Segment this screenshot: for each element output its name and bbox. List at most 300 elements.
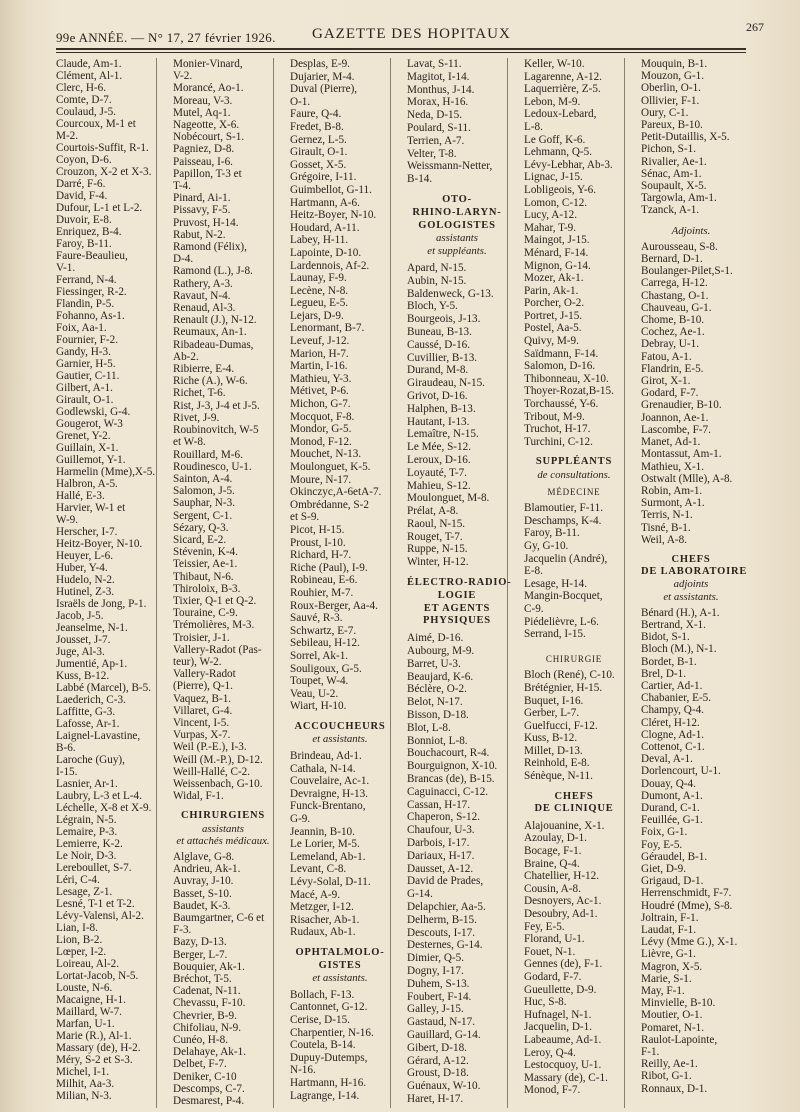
- list-item: Bertrand, X-1.: [641, 618, 706, 631]
- list-item: (Pierre), Q-1.: [173, 680, 233, 693]
- list-item: Petit-Dutaillis, X-5.: [641, 131, 730, 144]
- list-item: Maingot, J-15.: [524, 234, 590, 247]
- list-item: Mahar, T-9.: [524, 221, 577, 234]
- list-item: Gérard, A-12.: [407, 1054, 469, 1067]
- list-item: Joannon, Ae-1.: [641, 411, 709, 424]
- list-item: Ab-2.: [173, 350, 199, 363]
- list-item: Bidot, S-1.: [641, 631, 690, 644]
- list-item: Vallery-Radot: [173, 668, 236, 681]
- list-item: Florand, U-1.: [524, 933, 585, 946]
- list-item: Robin, Am-1.: [641, 484, 703, 497]
- list-item: Deval, A-1.: [641, 753, 693, 766]
- issue-info: 99e ANNÉE. — N° 17, 27 février 1926.: [56, 30, 276, 45]
- list-item: Fournier, F-2.: [56, 334, 119, 346]
- list-item: Tribout, M-9.: [524, 410, 585, 423]
- list-item: Delbet, F-7.: [173, 1058, 227, 1071]
- list-item: Tisné, B-1.: [641, 521, 691, 534]
- list-item: G-9.: [290, 813, 311, 826]
- header-rule: [56, 48, 746, 50]
- list-item: Ramond (Félix),: [173, 241, 247, 254]
- list-item: Rouget, T-7.: [407, 530, 463, 543]
- list-item: Mouchet, N-13.: [290, 448, 362, 461]
- list-item: Cottenot, C-1.: [641, 740, 705, 753]
- list-item: Laignel-Lavastine,: [56, 730, 141, 742]
- list-item: Andrieu, Ak-1.: [173, 863, 241, 876]
- list-item: Ollivier, F-1.: [641, 94, 700, 107]
- list-item: Rouhier, M-7.: [290, 586, 354, 599]
- column-2: [173, 58, 274, 1108]
- list-item: Nobécourt, S-1.: [173, 131, 245, 144]
- list-item: Mathieu, X-1.: [641, 460, 705, 473]
- list-item: Grigaud, D-1.: [641, 875, 704, 888]
- list-item: Hartmann, A-6.: [290, 196, 360, 209]
- list-item: Desnoyers, Ac-1.: [524, 895, 602, 908]
- list-item: Mondor, G-5.: [290, 423, 352, 436]
- section-gap: [524, 641, 624, 649]
- list-item: Pagniez, D-8.: [173, 143, 235, 156]
- list-item: Richet, T-6.: [173, 387, 226, 400]
- list-item: Azoulay, D-1.: [524, 832, 587, 845]
- list-item: Sézary, Q-3.: [173, 521, 229, 534]
- list-item: Baldenweck, G-13.: [407, 287, 494, 300]
- list-item: Mocquot, F-8.: [290, 410, 355, 423]
- list-item: Rivalier, Ae-1.: [641, 155, 707, 168]
- list-item: Debray, U-1.: [641, 338, 699, 351]
- list-item: Blot, L-8.: [407, 721, 451, 734]
- list-item: Laffitte, G-3.: [56, 706, 116, 718]
- list-item: Michon, G-7.: [290, 398, 351, 411]
- list-item: F-1.: [641, 1046, 660, 1059]
- list-item: Boulanger-Pilet,S-1.: [641, 265, 733, 278]
- list-item: Deniker, C-10: [173, 1070, 237, 1083]
- list-item: Reumaux, An-1.: [173, 326, 247, 339]
- list-item: Vallery-Radot (Pas-: [173, 643, 262, 656]
- list-item: Louste, N-6.: [56, 982, 113, 994]
- list-item: Mouquin, B-1.: [641, 58, 708, 70]
- list-item: Belot, N-17.: [407, 696, 463, 709]
- list-item: Labeaume, Ad-1.: [524, 1033, 602, 1046]
- list-item: Claude, Am-1.: [56, 58, 122, 70]
- list-item: Cerise, D-15.: [290, 1013, 350, 1026]
- list-item: Caussé, D-16.: [407, 338, 471, 351]
- list-item: Mignon, G-14.: [524, 259, 591, 272]
- list-item: Couvelaire, Ac-1.: [290, 775, 370, 788]
- list-item: Apard, N-15.: [407, 261, 467, 274]
- list-item: O-1.: [290, 95, 311, 108]
- list-item: Kuss, B-12.: [56, 670, 110, 682]
- columns-area: [56, 58, 756, 1108]
- list-item: Minvielle, B-10.: [641, 997, 716, 1010]
- list-item: Saïdmann, F-14.: [524, 347, 599, 360]
- list-item: Cunéo, H-8.: [173, 1034, 228, 1047]
- list-item: Méry, S-2 et S-3.: [56, 1054, 133, 1066]
- list-item: Jacquelin (André),: [524, 552, 608, 565]
- page-number: 267: [746, 20, 764, 34]
- list-item: Bloch (M.), N-1.: [641, 643, 717, 656]
- list-item: Desternes, G-14.: [407, 939, 483, 952]
- list-item: Bisson, D-18.: [407, 709, 469, 722]
- list-item: E-8.: [524, 565, 543, 578]
- list-item: Fouet, N-1.: [524, 945, 576, 958]
- list-item: Mahieu, S-12.: [407, 479, 471, 492]
- list-item: Rivet, J-9.: [173, 411, 220, 424]
- list-item: Foix, G-1.: [641, 826, 688, 839]
- list-item: Morancé, Ao-1.: [173, 82, 244, 95]
- list-item: Lion, B-2.: [56, 934, 103, 946]
- list-item: Lévy-Lebhar, Ab-3.: [524, 158, 613, 171]
- section-heading: OTO-: [442, 193, 472, 205]
- list-item: Ribadeau-Dumas,: [173, 338, 254, 351]
- list-item: Heitz-Boyer, N-10.: [290, 209, 377, 222]
- list-item: Moulonguet, K-5.: [290, 461, 371, 473]
- list-item: Chabanier, E-5.: [641, 692, 712, 705]
- list-item: Lièvre, G-1.: [641, 948, 696, 961]
- list-item: Bonniot, L-8.: [407, 734, 468, 747]
- list-item: V-2.: [173, 70, 193, 83]
- list-item: Heitz-Boyer, N-10.: [56, 538, 143, 550]
- list-item: Heuyer, L-6.: [56, 550, 114, 562]
- list-item: G-14.: [407, 888, 433, 901]
- list-item: Faure-Beaulieu,: [56, 250, 128, 262]
- list-item: Weil (P.-E.), I-3.: [173, 741, 247, 754]
- list-item: Faure, Q-4.: [290, 108, 342, 121]
- list-item: Piédelièvre, L-6.: [524, 615, 599, 628]
- list-item: Houdard, A-11.: [290, 221, 360, 234]
- list-item: B-14.: [407, 173, 433, 186]
- list-item: Durand, M-8.: [407, 364, 469, 377]
- list-item: Israëls de Jong, P-1.: [56, 598, 147, 610]
- list-item: Aubourg, M-9.: [407, 645, 475, 658]
- section-heading: LOGIE: [437, 589, 477, 601]
- list-item: Cathala, N-14.: [290, 762, 356, 775]
- list-item: Manet, Ad-1.: [641, 436, 701, 449]
- list-item: Moure, N-17.: [290, 473, 352, 486]
- list-item: Launay, F-9.: [290, 272, 347, 285]
- column-4: [407, 58, 512, 1108]
- list-item: Metzger, I-12.: [290, 901, 354, 914]
- list-item: Jacquelin, D-1.: [524, 1021, 593, 1034]
- list-item: Tixier, Q-1 et Q-2.: [173, 594, 257, 607]
- list-item: Coyon, D-6.: [56, 154, 112, 166]
- list-item: Lemaire, P-3.: [56, 826, 118, 838]
- list-item: Chaufour, U-3.: [407, 824, 475, 837]
- list-item: Macaigne, H-1.: [56, 994, 126, 1006]
- list-item: Vincent, I-5.: [173, 716, 230, 729]
- list-item: Oury, C-1.: [641, 106, 689, 119]
- list-item: Sénèque, N-11.: [524, 770, 593, 783]
- list-item: Picot, H-15.: [290, 523, 345, 536]
- list-item: Gauillard, G-14.: [407, 1028, 481, 1041]
- list-item: Bénard (H.), A-1.: [641, 606, 720, 619]
- list-item: Dupuy-Dutemps,: [290, 1051, 368, 1064]
- list-item: Courcoux, M-1 et: [56, 118, 136, 130]
- list-item: Lignac, J-15.: [524, 171, 583, 184]
- list-item: Terris, N-1.: [641, 509, 693, 522]
- section-heading: RHINO-LARYN-: [412, 206, 502, 218]
- list-item: Souligoux, G-5.: [290, 662, 362, 675]
- list-item: Lardennois, Af-2.: [290, 259, 370, 272]
- list-item: Bloch, Y-5.: [407, 300, 458, 313]
- list-item: Coulaud, J-5.: [56, 106, 116, 118]
- list-item: Le Noir, D-3.: [56, 850, 117, 862]
- list-item: Dorlencourt, U-1.: [641, 765, 721, 778]
- list-item: Wiart, H-10.: [290, 700, 347, 713]
- list-item: Ribot, G-1.: [641, 1070, 692, 1083]
- list-item: Brancas (de), B-15.: [407, 773, 495, 786]
- list-item: Jeannin, B-10.: [290, 825, 355, 838]
- list-item: Sicard, E-2.: [173, 533, 227, 546]
- list-item: Flandrin, E-5.: [641, 362, 704, 375]
- list-item: Riche (A.), W-6.: [173, 375, 248, 388]
- list-item: Foubert, F-14.: [407, 990, 472, 1003]
- list-item: Lian, I-8.: [56, 922, 98, 934]
- list-item: Fatou, A-1.: [641, 350, 692, 363]
- list-item: Bazy, D-13.: [173, 936, 227, 949]
- list-item: Lucy, A-12.: [524, 209, 578, 222]
- list-item: Chevassu, F-10.: [173, 997, 246, 1010]
- list-item: Dujarier, M-4.: [290, 70, 355, 83]
- list-item: Ribierre, E-4.: [173, 363, 235, 376]
- list-item: Laroche (Guy),: [56, 754, 125, 766]
- list-item: Faroy, B-11.: [56, 238, 112, 250]
- list-item: Magron, X-5.: [641, 960, 703, 973]
- list-item: Dufour, L-1 et L-2.: [56, 202, 143, 214]
- list-item: Delapchier, Aa-5.: [407, 901, 486, 913]
- list-item: Lévy-Solal, D-11.: [290, 876, 371, 888]
- list-item: Pomaret, N-1.: [641, 1021, 705, 1034]
- section-heading: CHEFS: [554, 790, 594, 802]
- list-item: Leroy, Q-4.: [524, 1046, 576, 1059]
- list-item: Aurousseau, S-8.: [641, 240, 718, 253]
- list-item: Feuillée, G-1.: [641, 814, 703, 827]
- section-gap: [407, 569, 507, 577]
- list-item: Devraigne, H-13.: [290, 787, 368, 800]
- list-item: Charpentier, N-16.: [290, 1026, 374, 1039]
- list-item: Deschamps, K-4.: [524, 514, 602, 527]
- list-item: Desoubry, Ad-1.: [524, 908, 598, 920]
- list-item: Dogny, I-17.: [407, 964, 464, 977]
- list-item: Fiessinger, R-2.: [56, 286, 127, 298]
- list-item: Galley, J-15.: [407, 1003, 464, 1016]
- list-item: Girault, O-1.: [56, 394, 114, 406]
- section-gap: [641, 217, 741, 225]
- list-item: Lesage, Z-1.: [56, 886, 113, 898]
- list-item: Lasnier, Ar-1.: [56, 778, 118, 790]
- list-item: Cuvillier, B-13.: [407, 351, 478, 364]
- list-item: Le Mée, S-12.: [407, 441, 472, 454]
- list-item: Darbois, I-17.: [407, 837, 470, 850]
- list-item: Cadenat, N-11.: [173, 985, 241, 998]
- section-gap: [290, 713, 390, 721]
- list-item: Grenet, Y-2.: [56, 430, 111, 442]
- list-item: Hallé, E-3.: [56, 490, 105, 502]
- section-gap: [173, 802, 273, 810]
- list-item: Lemaître, N-15.: [407, 428, 479, 441]
- list-item: Brindeau, Ad-1.: [290, 750, 362, 763]
- list-item: Gueullette, D-9.: [524, 983, 597, 996]
- list-item: Chauveau, G-1.: [641, 301, 712, 314]
- list-item: Alajouanine, X-1.: [524, 819, 605, 832]
- list-item: Salomon, J-5.: [173, 485, 235, 498]
- list-item: Dimier, Q-5.: [407, 952, 465, 965]
- list-item: teur), W-2.: [173, 655, 222, 668]
- list-item: Grenaudier, B-10.: [641, 399, 722, 412]
- list-item: Hudelo, N-2.: [56, 574, 115, 586]
- list-item: Jeanselme, N-1.: [56, 622, 128, 634]
- list-item: Riche (Paul), I-9.: [290, 561, 368, 574]
- list-item: Monod, F-12.: [290, 435, 352, 448]
- list-item: Hutinel, Z-3.: [56, 586, 115, 598]
- list-item: Cassan, H-17.: [407, 798, 471, 811]
- list-item: Widal, F-1.: [173, 790, 224, 803]
- list-item: Weissmann-Netter,: [407, 160, 493, 173]
- list-item: Auvray, J-10.: [173, 875, 234, 888]
- list-item: Cousin, A-8.: [524, 882, 581, 895]
- list-item: Cantonnet, G-12.: [290, 1001, 368, 1014]
- list-item: Houdré (Mme), S-8.: [641, 899, 733, 912]
- list-item: Baumgartner, C-6 et: [173, 912, 265, 925]
- list-item: Thibaut, N-6.: [173, 570, 234, 583]
- list-item: Marfan, U-1.: [56, 1018, 115, 1030]
- list-item: V-1.: [56, 262, 76, 274]
- section-heading: SUPPLÉANTS: [535, 456, 613, 468]
- list-item: Ferrand, N-4.: [56, 274, 117, 286]
- list-item: Veau, U-2.: [290, 687, 339, 700]
- list-item: Weissenbach, G-10.: [173, 777, 263, 790]
- list-item: Clément, Al-1.: [56, 70, 123, 82]
- list-item: Torchaussé, Y-6.: [524, 398, 599, 411]
- list-item: Massary (de), C-1.: [524, 1071, 608, 1084]
- list-item: Barret, U-3.: [407, 657, 461, 670]
- list-item: Postel, Aa-5.: [524, 322, 582, 335]
- list-item: Sauphar, N-3.: [173, 497, 236, 510]
- column-6: [641, 58, 748, 1108]
- list-item: Leveuf, J-12.: [290, 335, 350, 348]
- list-item: Hufnagel, N-1.: [524, 1008, 592, 1021]
- list-item: Rabut, N-2.: [173, 228, 226, 241]
- list-item: Crouzon, X-2 et X-3.: [56, 166, 152, 178]
- list-item: Faroy, B-11.: [524, 527, 580, 540]
- list-item: B-6.: [56, 742, 76, 754]
- list-item: Douay, Q-4.: [641, 777, 696, 790]
- list-item: Serrand, I-15.: [524, 628, 586, 641]
- list-item: Lascombe, F-7.: [641, 423, 711, 436]
- list-item: Lejars, D-9.: [290, 309, 344, 322]
- list-item: Halphen, B-13.: [407, 402, 476, 415]
- list-item: Soupault, X-5.: [641, 180, 707, 193]
- list-item: Grivot, D-16.: [407, 389, 468, 402]
- list-item: Béclère, O-2.: [407, 683, 467, 696]
- list-item: Sorrel, Ak-1.: [290, 649, 349, 662]
- list-item: N-16.: [290, 1064, 316, 1077]
- list-item: Rist, J-3, J-4 et J-5.: [173, 399, 260, 412]
- list-item: Godard, F-7.: [641, 387, 699, 400]
- list-item: Teissier, Ae-1.: [173, 558, 238, 571]
- journal-title: GAZETTE DES HOPITAUX: [312, 26, 511, 42]
- list-item: Groust, D-18.: [407, 1067, 469, 1080]
- section-subheading: adjoints: [673, 578, 709, 591]
- section-heading: CHIRURGIENS: [180, 810, 266, 822]
- list-item: Millet, D-13.: [524, 744, 583, 757]
- list-item: Sauvé, R-3.: [290, 612, 343, 625]
- list-item: Roux-Berger, Aa-4.: [290, 599, 378, 612]
- list-item: Laquerrière, Z-5.: [524, 83, 601, 96]
- list-item: Champy, Q-4.: [641, 704, 704, 717]
- list-item: L-8.: [524, 120, 543, 133]
- list-item: Legueu, E-5.: [290, 297, 349, 310]
- list-item: Baudet, K-3.: [173, 899, 231, 912]
- list-item: Paisseau, I-6.: [173, 155, 233, 168]
- list-item: Halbron, A-5.: [56, 478, 118, 490]
- list-item: Le Goff, K-6.: [524, 133, 586, 146]
- list-item: Huc, S-8.: [524, 996, 567, 1009]
- list-item: Gilbert, A-1.: [56, 382, 113, 394]
- section-heading: CHEFS: [671, 553, 711, 565]
- list-item: Duval (Pierre),: [290, 83, 358, 96]
- list-item: Blamoutier, F-11.: [524, 502, 603, 515]
- list-item: Leroux, D-16.: [407, 453, 471, 466]
- list-item: May, F-1.: [641, 985, 685, 998]
- list-item: Gibert, D-18.: [407, 1041, 467, 1054]
- list-item: Turchini, C-12.: [524, 435, 593, 448]
- list-item: Thibonneau, X-10.: [524, 372, 609, 385]
- list-item: Buneau, B-13.: [407, 325, 472, 338]
- section-gap: [641, 546, 741, 554]
- list-item: Dausset, A-12.: [407, 862, 474, 875]
- list-item: Gernez, L-5.: [290, 133, 347, 146]
- section-category: MÉDECINE: [547, 486, 601, 497]
- list-item: Thiroloix, B-3.: [173, 582, 241, 595]
- list-item: Lecène, N-8.: [290, 284, 349, 297]
- list-item: Quivy, M-9.: [524, 335, 579, 348]
- list-item: David, F-4.: [56, 190, 108, 202]
- list-item: Dumont, A-1.: [641, 789, 703, 802]
- list-item: Schwartz, E-7.: [290, 624, 357, 637]
- section-subheading: et attachés médicaux.: [176, 834, 270, 847]
- list-item: Darré, F-6.: [56, 178, 106, 190]
- list-item: Moreau, V-3.: [173, 94, 233, 107]
- list-item: Mutel, Aq-1.: [173, 106, 231, 119]
- list-item: Ostwalt (Mlle), A-8.: [641, 472, 733, 485]
- section-gap: [290, 939, 390, 947]
- list-item: Foy, E-5.: [641, 838, 683, 851]
- list-item: Cléret, H-12.: [641, 716, 700, 729]
- section-subheading: assistants: [201, 822, 244, 835]
- list-item: Jacob, J-5.: [56, 610, 104, 622]
- list-item: Clogne, Ad-1.: [641, 728, 705, 741]
- list-item: Surmont, A-1.: [641, 497, 705, 510]
- list-item: Vaquez, B-1.: [173, 692, 232, 705]
- list-item: Prélat, A-8.: [407, 505, 459, 518]
- list-item: Lobligeois, Y-6.: [524, 183, 596, 196]
- list-item: Weill (M.-P.), D-12.: [173, 753, 263, 766]
- list-item: Berger, L-7.: [173, 948, 228, 961]
- list-item: Rathery, A-3.: [173, 277, 233, 290]
- section-heading: PHYSIQUES: [423, 615, 491, 627]
- list-item: Fey, E-5.: [524, 920, 565, 933]
- list-item: Milian, N-3.: [56, 1090, 112, 1102]
- list-item: Jousset, J-7.: [56, 634, 111, 646]
- list-item: Lestocquoy, U-1.: [524, 1059, 602, 1072]
- list-item: Fredet, B-8.: [290, 120, 344, 133]
- list-item: I-15.: [56, 766, 78, 778]
- list-item: Sergent, C-1.: [173, 509, 233, 522]
- list-item: Gougerot, W-3: [56, 418, 123, 430]
- list-item: Stévenin, K-4.: [173, 546, 238, 559]
- column-3: [290, 58, 391, 1108]
- list-item: Géraudel, B-1.: [641, 850, 708, 863]
- section-subheading: et assistants.: [663, 590, 719, 603]
